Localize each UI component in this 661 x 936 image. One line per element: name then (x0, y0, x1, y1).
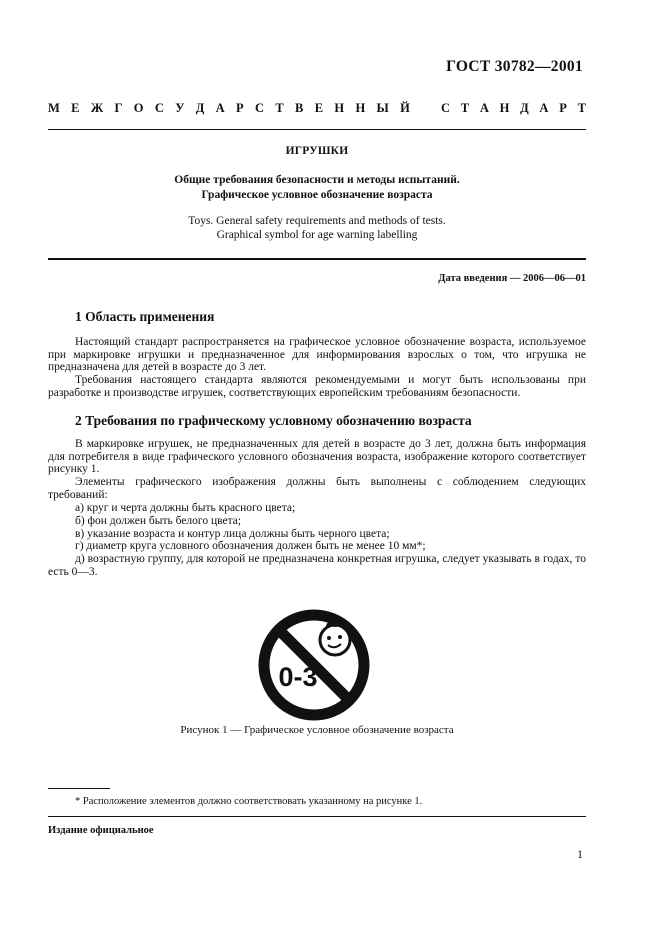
english-title-line-2: Graphical symbol for age warning labelling (216, 229, 418, 241)
page-number: 1 (577, 847, 583, 861)
section-1-paragraph: Требования настоящего стандарта являются рекомендуемыми и могут быть использованы при разработке и производстве игрушек, соответствующих европейским требованиям безопасности. (48, 374, 586, 399)
requirement-item-last: д) возрастную группу, для которой не предназначена конкретная игрушка, следует указывать в годах, то есть 0—3. (48, 553, 586, 578)
requirement-item: а) круг и черта должны быть красного цвета; (75, 502, 296, 514)
section-2-heading: 2 Требования по графическому условному обозначению возраста (75, 413, 472, 428)
age-warning-symbol (256, 607, 372, 723)
banner-word-interstate: М Е Ж Г О С У Д А Р С Т В Е Н Н Ы Й (48, 101, 410, 115)
section-1-paragraph: Настоящий стандарт распространяется на графическое условное обозначение возраста, используемое при маркировке игрушки и предназначенное для информирования взрослых о том, что игрушка не предназначена для детей в возрасте до 3 лет. (48, 336, 586, 374)
figure-caption: Рисунок 1 — Графическое условное обозначение возраста (180, 724, 454, 736)
footnote: * Расположение элементов должно соответствовать указанному на рисунке 1. (75, 796, 423, 807)
document-subtitle (48, 173, 586, 203)
standard-number: ГОСТ 30782—2001 (446, 58, 583, 75)
footer-divider (48, 816, 586, 817)
age-range-label: 0-3 (278, 662, 318, 692)
document-title: ИГРУШКИ (285, 145, 349, 157)
introduction-date: Дата введения — 2006—06—01 (438, 273, 586, 284)
requirement-item: б) фон должен быть белого цвета; (75, 515, 242, 527)
edition-label: Издание официальное (48, 825, 154, 836)
subtitle-line-2: Графическое условное обозначение возраста (201, 189, 433, 201)
section-1-heading: 1 Область применения (75, 309, 215, 324)
header-divider (48, 129, 586, 130)
title-divider (48, 258, 586, 260)
banner-word-standard: С Т А Н Д А Р Т (441, 101, 586, 115)
requirement-item: г) диаметр круга условного обозначения должен быть не менее 10 мм*; (75, 540, 426, 552)
standard-type-banner (48, 101, 586, 116)
svg-text:3: 3 (332, 619, 338, 630)
english-title (48, 214, 586, 242)
subtitle-line-1: Общие требования безопасности и методы испытаний. (174, 174, 460, 186)
english-title-line-1: Toys. General safety requirements and methods of tests. (188, 215, 446, 227)
footnote-separator (48, 788, 110, 789)
section-2-paragraph: Элементы графического изображения должны быть выполнены с соблюдением следующих требований: (48, 476, 586, 501)
section-2-paragraph: В маркировке игрушек, не предназначенных для детей в возрасте до 3 лет, должна быть информация для потребителя в виде графического условного обозначения возраста, изображение которого соответствует рисунку 1. (48, 438, 586, 476)
requirement-item: в) указание возраста и контур лица должны быть черного цвета; (75, 528, 390, 540)
